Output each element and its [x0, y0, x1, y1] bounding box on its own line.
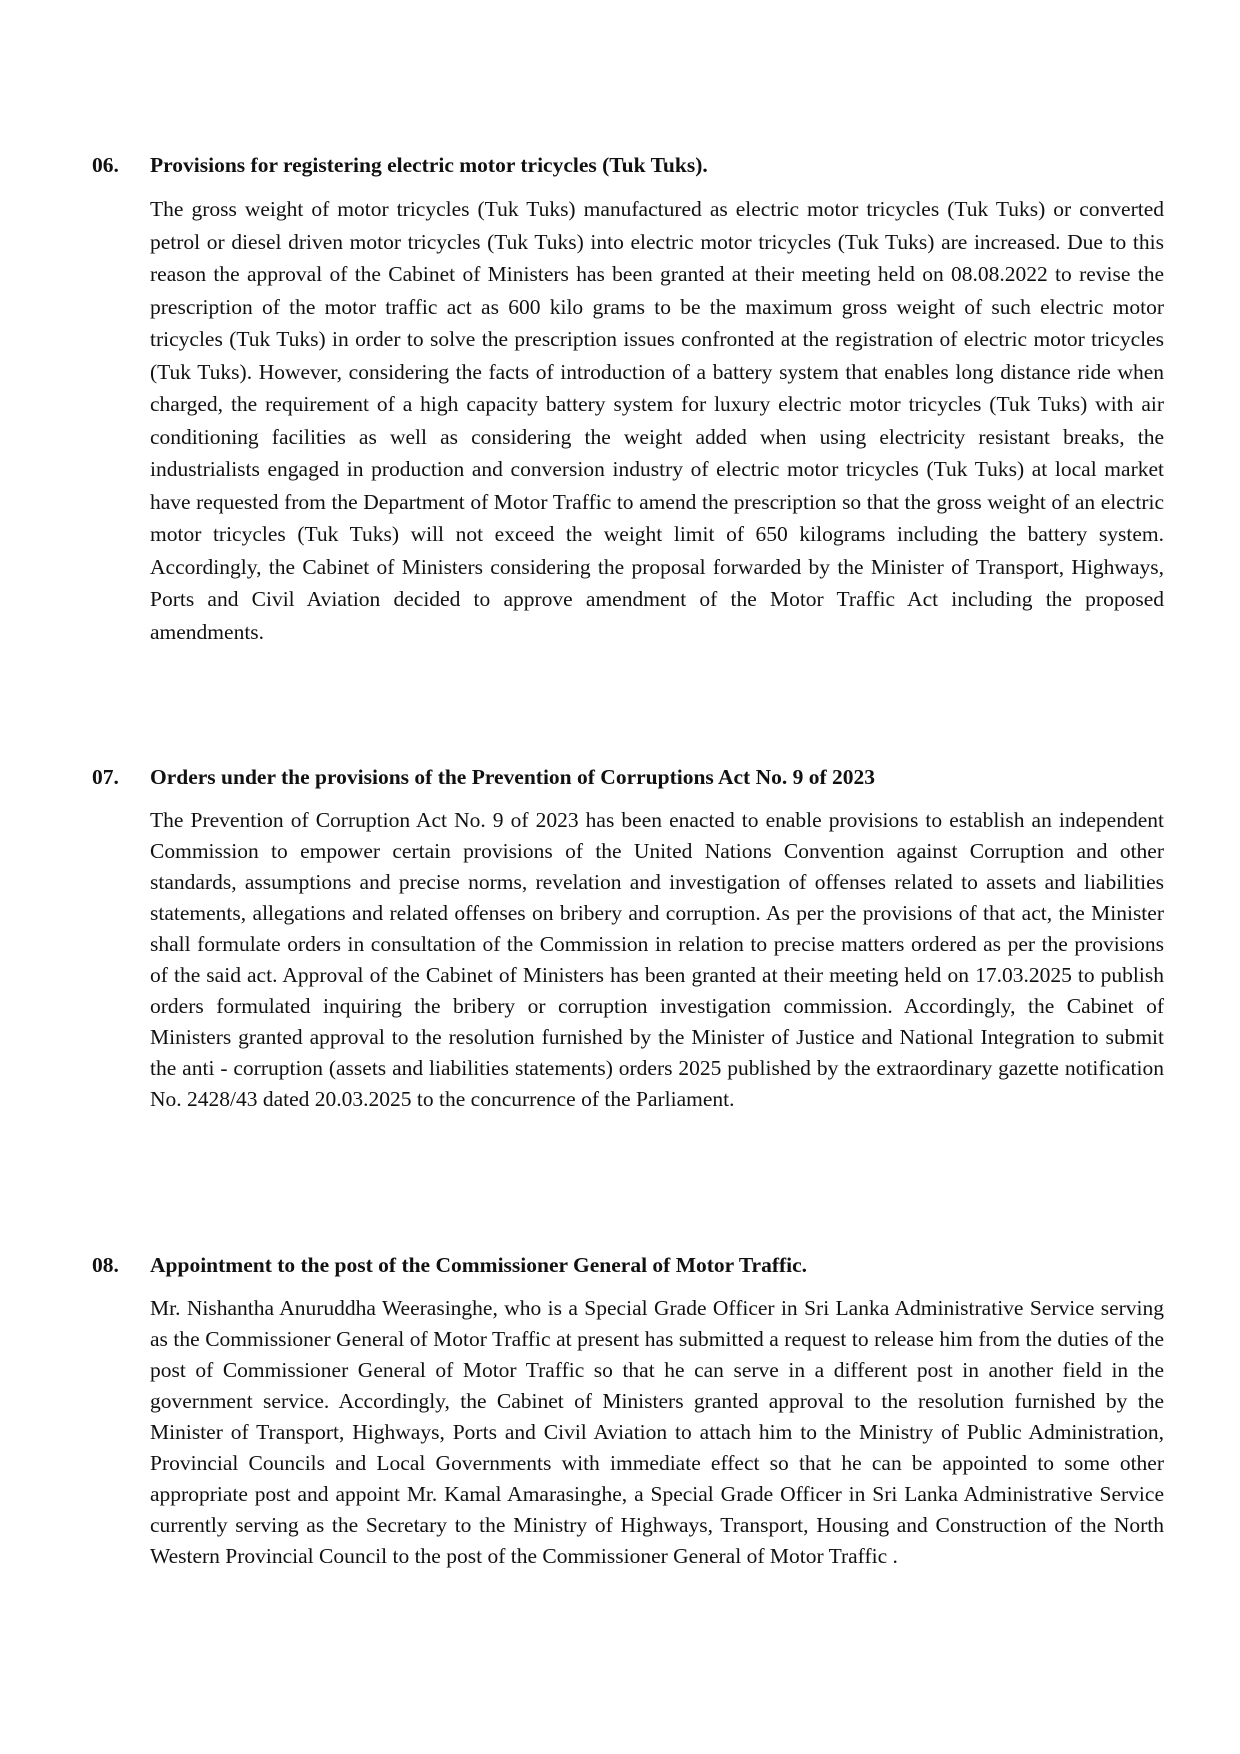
section-body: The gross weight of motor tricycles (Tuk Tuks) manufactured as electric motor tricycles (Tuk Tuks) or converted petrol or diesel driven motor tricycles (Tuk Tuks) into electric motor tricycles (Tuk Tuks) are increased. Due to this reason the approval of the Cabinet of Ministers has been granted at their meeting held on 08.08.2022 to revise the prescription of the motor traffic act as 600 kilo grams to be the maximum gross weight of such electric motor tricycles (Tuk Tuks) in order to solve the prescription issues confronted at the registration of electric motor tricycles (Tuk Tuks). However, considering the facts of introduction of a battery system that enables long distance ride when charged, the requirement of a high capacity battery system for luxury electric motor tricycles (Tuk Tuks) with air conditioning facilities as well as considering the weight added when using electricity resistant breaks, the industrialists engaged in production and conversion industry of electric motor tricycles (Tuk Tuks) at local market have requested from the Department of Motor Traffic to amend the prescription so that the gross weight of an electric motor tricycles (Tuk Tuks) will not exceed the weight limit of 650 kilograms including the battery system. Accordingly, the Cabinet of Ministers considering the proposal forwarded by the Minister of Transport, Highways, Ports and Civil Aviation decided to approve amendment of the Motor Traffic Act including the proposed amendments. [150, 197, 1164, 644]
section-06 [92, 151, 1164, 670]
section-title: Appointment to the post of the Commissioner General of Motor Traffic. [150, 1253, 808, 1277]
section-heading [92, 763, 1164, 791]
section-07 [92, 763, 1164, 1137]
section-number: 06. [92, 153, 119, 177]
section-number: 07. [92, 765, 119, 789]
section-title: Provisions for registering electric motor tricycles (Tuk Tuks). [150, 153, 708, 177]
section-body: Mr. Nishantha Anuruddha Weerasinghe, who is a Special Grade Officer in Sri Lanka Administrative Service serving as the Commissioner General of Motor Traffic at present has submitted a request to release him from the duties of the post of Commissioner General of Motor Traffic so that he can serve in a different post in another field in the government service. Accordingly, the Cabinet of Ministers granted approval to the resolution furnished by the Minister of Transport, Highways, Ports and Civil Aviation to attach him to the Ministry of Public Administration, Provincial Councils and Local Governments with immediate effect so that he can be appointed to some other appropriate post and appoint Mr. Kamal Amarasinghe, a Special Grade Officer in Sri Lanka Administrative Service currently serving as the Secretary to the Ministry of Highways, Transport, Housing and Construction of the North Western Provincial Council to the post of the Commissioner General of Motor Traffic . [150, 1296, 1164, 1568]
section-title: Orders under the provisions of the Prevention of Corruptions Act No. 9 of 2023 [150, 765, 876, 789]
section-08 [92, 1251, 1164, 1594]
section-heading [92, 1251, 1164, 1279]
section-number: 08. [92, 1253, 119, 1277]
section-heading [92, 151, 1164, 179]
section-body: The Prevention of Corruption Act No. 9 of 2023 has been enacted to enable provisions to establish an independent Commission to empower certain provisions of the United Nations Convention against Corruption and other standards, assumptions and precise norms, revelation and investigation of offenses related to assets and liabilities statements, allegations and related offenses on bribery and corruption. As per the provisions of that act, the Minister shall formulate orders in consultation of the Commission in relation to precise matters ordered as per the provisions of the said act. Approval of the Cabinet of Ministers has been granted at their meeting held on 17.03.2025 to publish orders formulated inquiring the bribery or corruption investigation commission. Accordingly, the Cabinet of Ministers granted approval to the resolution furnished by the Minister of Justice and National Integration to submit the anti - corruption (assets and liabilities statements) orders 2025 published by the extraordinary gazette notification No. 2428/43 dated 20.03.2025 to the concurrence of the Parliament. [150, 808, 1164, 1111]
